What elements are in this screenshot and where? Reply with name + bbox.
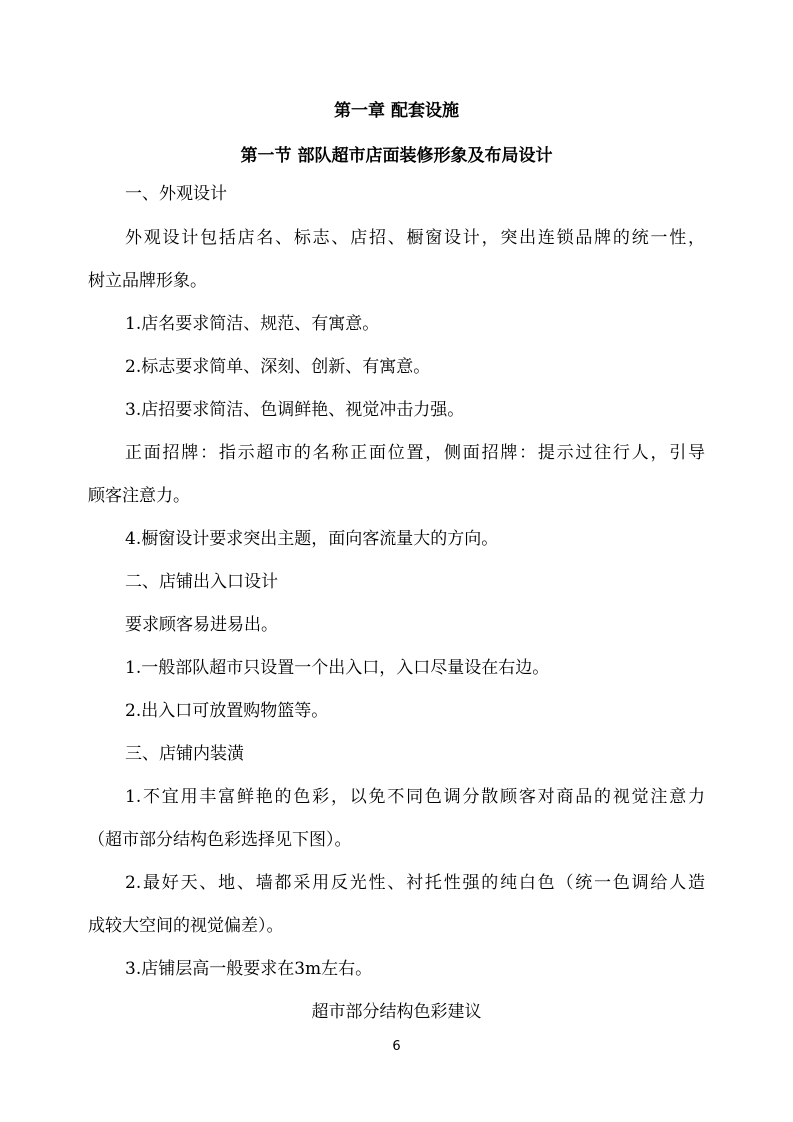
figure-caption: 超市部分结构色彩建议 (311, 1002, 482, 1022)
paragraph-colors-line2: （超市部分结构色彩选择见下图）。 (88, 830, 352, 850)
paragraph-exterior-intro-line2: 树立品牌形象。 (88, 271, 207, 291)
list-item-baskets: 2.出入口可放置购物篮等。 (125, 701, 329, 721)
list-item-logo: 2.标志要求简单、深刻、创新、有寓意。 (125, 357, 431, 377)
paragraph-white-color-line1: 2.最好天、地、墙都采用反光性、衬托性强的纯白色（统一色调给人造 (125, 873, 705, 893)
heading-interior-decoration: 三、店铺内装潢 (125, 744, 244, 764)
paragraph-white-color-line2: 成较大空间的视觉偏差）。 (88, 916, 284, 936)
paragraph-signboard-line2: 顾客注意力。 (88, 486, 190, 506)
list-item-signboard: 3.店招要求简洁、色调鲜艳、视觉冲击力强。 (125, 400, 465, 420)
section-title: 第一节 部队超市店面装修形象及布局设计 (240, 146, 553, 166)
paragraph-signboard-line1: 正面招牌：指示超市的名称正面位置，侧面招牌：提示过往行人，引导 (125, 443, 705, 463)
heading-exterior-design: 一、外观设计 (125, 184, 227, 204)
list-item-store-name: 1.店名要求简洁、规范、有寓意。 (125, 314, 380, 334)
list-item-floor-height: 3.店铺层高一般要求在3m左右。 (125, 959, 373, 979)
list-item-window-design: 4.橱窗设计要求突出主题，面向客流量大的方向。 (125, 529, 499, 549)
chapter-title: 第一章 配套设施 (334, 101, 459, 121)
paragraph-exterior-intro-line1: 外观设计包括店名、标志、店招、橱窗设计，突出连锁品牌的统一性， (125, 228, 705, 248)
paragraph-entrance-intro: 要求顾客易进易出。 (125, 615, 278, 635)
list-item-single-entrance: 1.一般部队超市只设置一个出入口，入口尽量设在右边。 (125, 658, 550, 678)
paragraph-colors-line1: 1.不宜用丰富鲜艳的色彩，以免不同色调分散顾客对商品的视觉注意力 (125, 787, 705, 807)
heading-entrance-design: 二、店铺出入口设计 (125, 572, 278, 592)
page-number: 6 (392, 1039, 401, 1054)
